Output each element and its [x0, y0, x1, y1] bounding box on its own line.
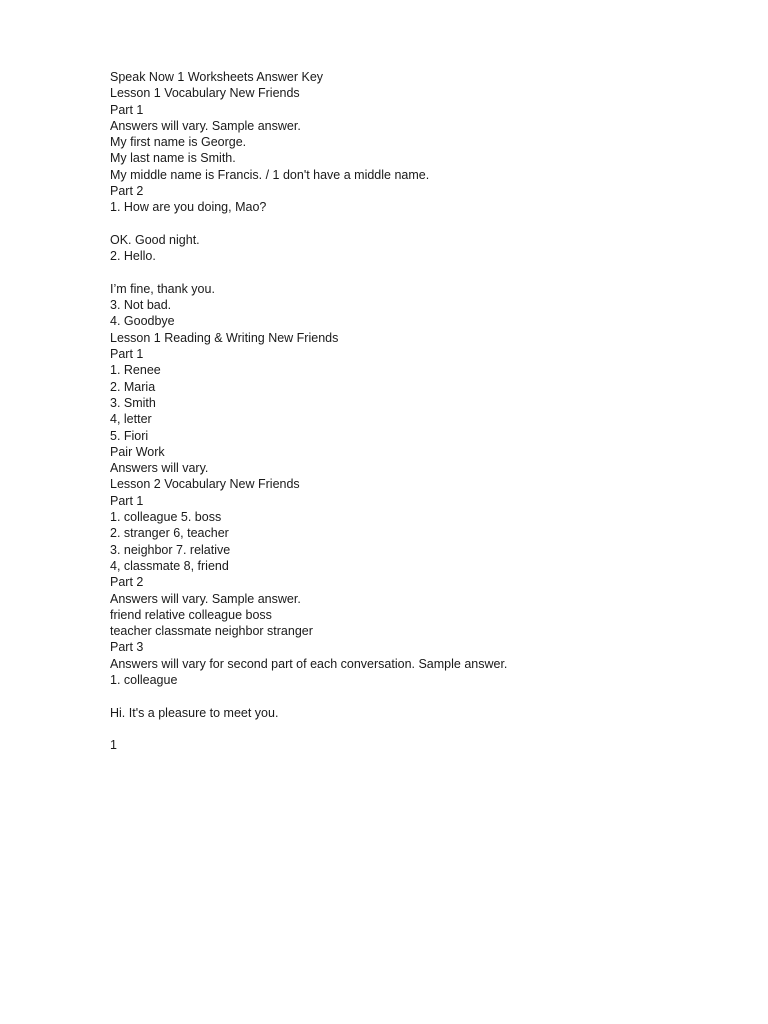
- text-line: Answers will vary. Sample answer.: [110, 591, 301, 606]
- text-line: 3. Smith: [110, 395, 156, 410]
- text-line: 1. How are you doing, Mao?: [110, 200, 267, 215]
- text-line: Answers will vary.: [110, 461, 209, 476]
- text-line: Answers will vary for second part of each conversation. Sample answer.: [110, 656, 508, 671]
- blank-line: [110, 688, 730, 704]
- text-line: 2. Maria: [110, 379, 156, 394]
- text-line: 5. Fiori: [110, 428, 149, 443]
- text-line: 1. colleague 5. boss: [110, 510, 222, 525]
- document-title: Speak Now 1 Worksheets Answer Key: [110, 70, 324, 84]
- part-heading: Part 2: [110, 575, 144, 590]
- part-heading: Part 3: [110, 640, 144, 655]
- text-line: friend relative colleague boss: [110, 607, 272, 622]
- text-line: My last name is Smith.: [110, 151, 236, 166]
- part-heading: Pair Work: [110, 444, 165, 459]
- text-line: My first name is George.: [110, 135, 247, 150]
- text-line: teacher classmate neighbor stranger: [110, 624, 313, 639]
- text-line: 4, letter: [110, 412, 152, 427]
- text-line: Answers will vary. Sample answer.: [110, 118, 301, 133]
- text-line: 4, classmate 8, friend: [110, 558, 229, 573]
- text-line: 3. neighbor 7. relative: [110, 542, 231, 557]
- part-heading: Part 2: [110, 184, 144, 199]
- part-heading: Part 1: [110, 347, 144, 362]
- text-line: 1. Renee: [110, 363, 161, 378]
- text-line: Hi. It's a pleasure to meet you.: [110, 705, 279, 720]
- text-line: OK. Good night.: [110, 232, 200, 247]
- blank-line: [110, 265, 730, 281]
- text-line: 1. colleague: [110, 672, 178, 687]
- section-heading: Lesson 1 Vocabulary New Friends: [110, 86, 300, 101]
- text-line: I’m fine, thank you.: [110, 281, 215, 296]
- part-heading: Part 1: [110, 102, 144, 117]
- text-line: 4. Goodbye: [110, 314, 175, 329]
- blank-line: [110, 721, 730, 737]
- document-body: [110, 69, 730, 753]
- section-heading: Lesson 1 Reading & Writing New Friends: [110, 330, 339, 345]
- part-heading: Part 1: [110, 493, 144, 508]
- text-line: 2. stranger 6, teacher: [110, 526, 229, 541]
- text-line: 2. Hello.: [110, 249, 156, 264]
- text-line: My middle name is Francis. / 1 don't have a middle name.: [110, 167, 430, 182]
- blank-line: [110, 216, 730, 232]
- text-line: 3. Not bad.: [110, 298, 172, 313]
- page-number: 1: [110, 738, 117, 753]
- section-heading: Lesson 2 Vocabulary New Friends: [110, 477, 300, 492]
